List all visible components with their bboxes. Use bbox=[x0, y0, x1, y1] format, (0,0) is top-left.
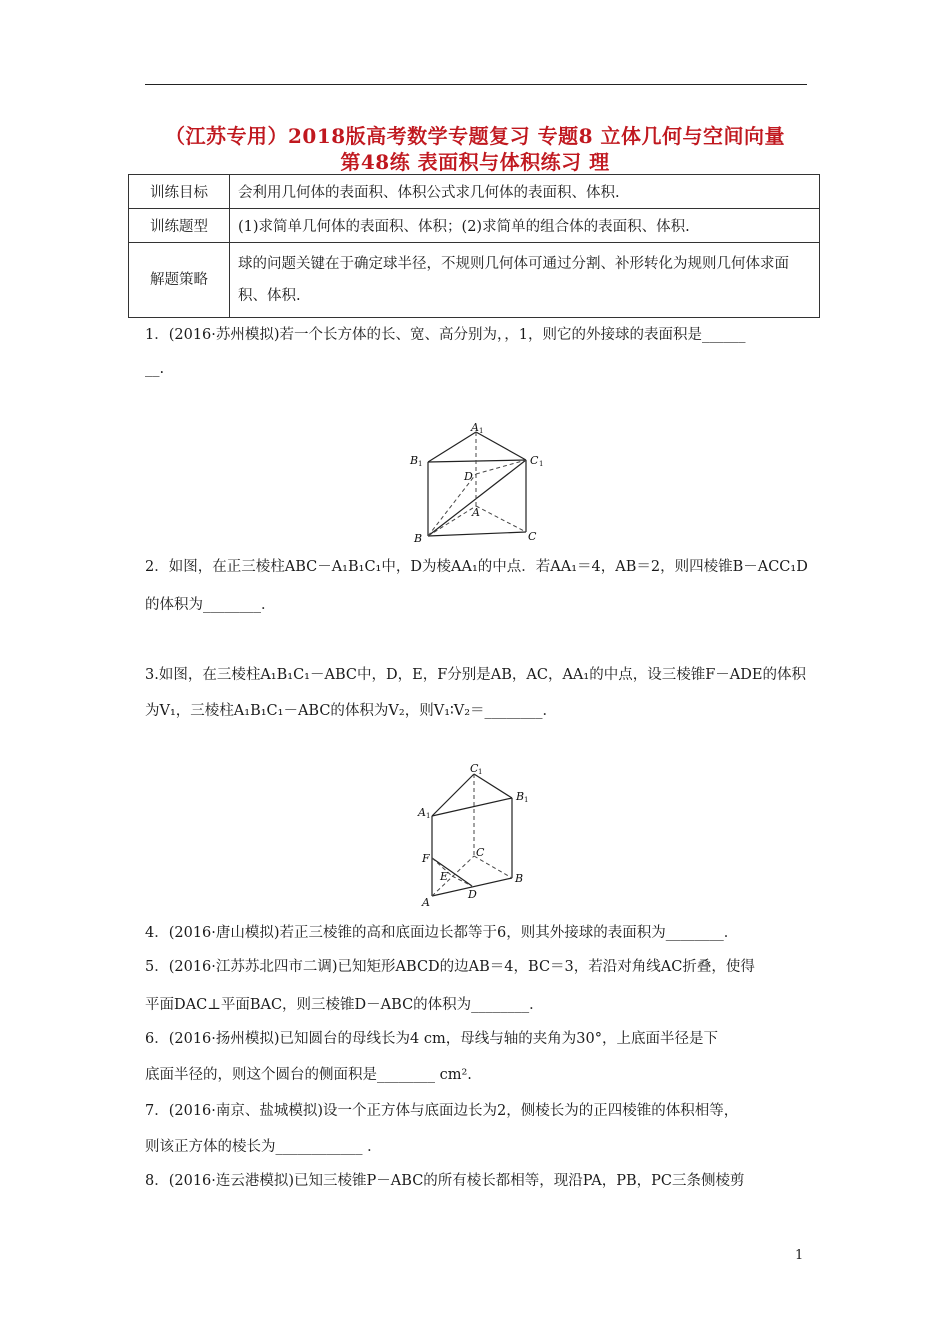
question-1-line1: 1．(2016·苏州模拟)若一个长方体的长、宽、高分别为，，1，则它的外接球的表面积是______ bbox=[145, 327, 746, 343]
label-C: C bbox=[528, 530, 537, 543]
document-title-line1: （江苏专用）2018版高考数学专题复习 专题8 立体几何与空间向量 bbox=[164, 124, 785, 148]
label-E: E bbox=[440, 870, 449, 883]
table-value: 球的问题关键在于确定球半径，不规则几何体可通过分割、补形转化为规则几何体求面积、体积. bbox=[230, 243, 820, 318]
figure-prism-2 bbox=[410, 760, 540, 910]
table-label: 训练题型 bbox=[129, 209, 230, 243]
label-F: F bbox=[422, 852, 430, 865]
page-number: 1 bbox=[795, 1248, 804, 1263]
label-B1: B bbox=[516, 790, 525, 803]
table-row bbox=[129, 243, 820, 318]
subscript-1: 1 bbox=[418, 460, 423, 468]
label-C1: C bbox=[470, 762, 479, 775]
table-value: (1)求简单几何体的表面积、体积；(2)求简单的组合体的表面积、体积. bbox=[230, 209, 820, 243]
label-D: D bbox=[468, 888, 477, 901]
subscript-1: 1 bbox=[479, 427, 484, 435]
label-B: B bbox=[414, 532, 423, 545]
subscript-1: 1 bbox=[426, 812, 431, 820]
label-B1: B bbox=[410, 454, 419, 467]
subscript-1: 1 bbox=[524, 796, 529, 804]
question-5-line2: 平面DAC⊥平面BAC，则三棱锥D－ABC的体积为________． bbox=[145, 997, 544, 1013]
question-6-line2: 底面半径的，则这个圆台的侧面积是________ cm². bbox=[145, 1067, 472, 1083]
label-D: D bbox=[464, 470, 473, 483]
question-3-line1: 3.如图，在三棱柱A₁B₁C₁－ABC中，D，E，F分别是AB，AC，AA₁的中点，设三棱锥F－ADE的体积 bbox=[145, 667, 806, 683]
question-6-line1: 6．(2016·扬州模拟)已知圆台的母线长为4 cm，母线与轴的夹角为30°，上底面半径是下 bbox=[145, 1031, 718, 1047]
question-8: 8．(2016·连云港模拟)已知三棱锥P－ABC的所有棱长都相等，现沿PA，PB，PC三条侧棱剪 bbox=[145, 1173, 745, 1189]
question-7-line1: 7．(2016·南京、盐城模拟)设一个正方体与底面边长为2，侧棱长为的正四棱锥的体积相等， bbox=[145, 1103, 739, 1119]
top-rule bbox=[145, 84, 807, 85]
table-value: 会利用几何体的表面积、体积公式求几何体的表面积、体积. bbox=[230, 175, 820, 209]
subscript-1: 1 bbox=[478, 768, 483, 776]
question-5-line1: 5．(2016·江苏苏北四市二调)已知矩形ABCD的边AB＝4，BC＝3，若沿对角线AC折叠，使得 bbox=[145, 959, 755, 975]
label-C: C bbox=[476, 846, 485, 859]
training-info-table bbox=[128, 174, 820, 318]
label-A: A bbox=[472, 506, 480, 519]
label-A: A bbox=[422, 896, 430, 909]
question-3-line2: 为V₁，三棱柱A₁B₁C₁－ABC的体积为V₂，则V₁∶V₂＝________． bbox=[145, 703, 558, 719]
question-1-line2: __. bbox=[145, 361, 165, 377]
label-C1: C bbox=[530, 454, 539, 467]
table-row bbox=[129, 209, 820, 243]
question-7-line2: 则该正方体的棱长为____________ ． bbox=[145, 1139, 382, 1155]
question-2-line2: 的体积为________． bbox=[145, 597, 276, 613]
label-B: B bbox=[515, 872, 524, 885]
subscript-1: 1 bbox=[539, 460, 544, 468]
label-A1: A bbox=[418, 806, 426, 819]
table-label: 解题策略 bbox=[129, 243, 230, 318]
question-2-line1: 2．如图，在正三棱柱ABC－A₁B₁C₁中，D为棱AA₁的中点．若AA₁＝4，AB＝2，则四棱锥B－ACC₁D bbox=[145, 559, 808, 575]
table-row bbox=[129, 175, 820, 209]
table-label: 训练目标 bbox=[129, 175, 230, 209]
document-title-line2: 第48练 表面积与体积练习 理 bbox=[340, 150, 610, 174]
label-A1: A bbox=[471, 421, 479, 434]
question-4: 4．(2016·唐山模拟)若正三棱锥的高和底面边长都等于6，则其外接球的表面积为________． bbox=[145, 925, 739, 941]
figure-prism-1 bbox=[400, 418, 560, 546]
